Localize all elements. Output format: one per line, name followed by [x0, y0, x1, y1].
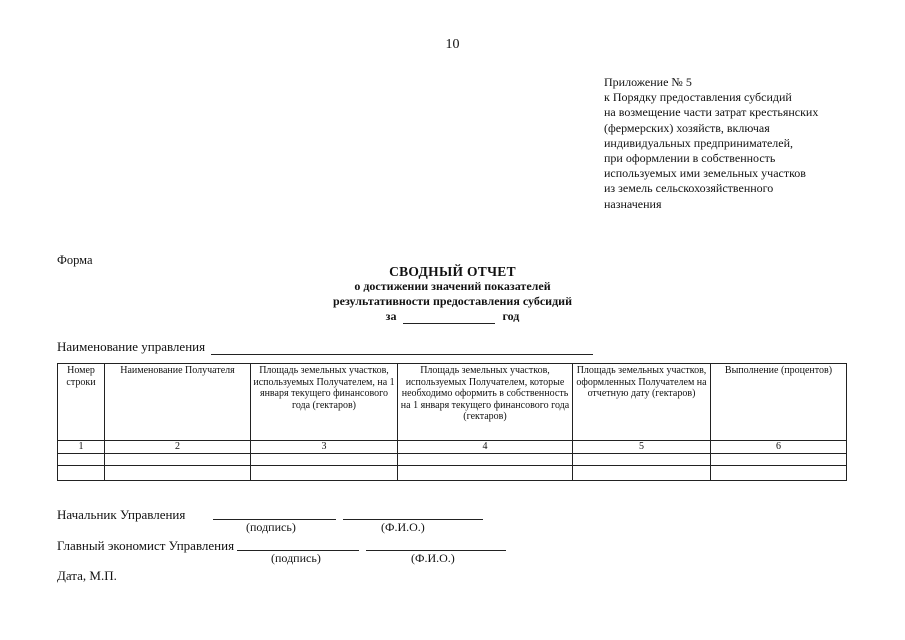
report-title	[0, 264, 905, 324]
column-number: 4	[398, 441, 573, 454]
form-label: Форма	[57, 253, 93, 267]
department-field[interactable]	[211, 342, 593, 355]
table-cell[interactable]	[105, 453, 251, 465]
period-prefix: за	[385, 309, 397, 323]
appendix-line: на возмещение части затрат крестьянских	[604, 105, 819, 120]
column-header: Площадь земельных участков, используемых Получателем, которые необходимо оформить в собственность на 1 января текущего финансового года (гектаров)	[398, 364, 573, 441]
column-number: 3	[251, 441, 398, 454]
appendix-line: (фермерских) хозяйств, включая	[604, 120, 770, 135]
table-row	[58, 453, 847, 465]
table-cell[interactable]	[251, 453, 398, 465]
head-name-caption: (Ф.И.О.)	[381, 520, 425, 534]
column-header: Номер строки	[58, 364, 105, 441]
column-header: Выполнение (процентов)	[711, 364, 847, 441]
title-period	[0, 309, 905, 324]
date-stamp-label: Дата, М.П.	[57, 568, 117, 583]
page-number: 10	[445, 37, 460, 52]
department-label: Наименование управления	[57, 339, 206, 354]
table-cell[interactable]	[398, 465, 573, 480]
title-subtitle-2: результативности предоставления субсидий	[332, 294, 572, 308]
appendix-line: Приложение № 5	[604, 75, 692, 89]
department-row	[57, 339, 593, 355]
column-number: 1	[58, 441, 105, 454]
table-cell[interactable]	[711, 465, 847, 480]
table-cell[interactable]	[573, 465, 711, 480]
appendix-line: при оформлении в собственность	[604, 151, 776, 166]
table-cell[interactable]	[398, 453, 573, 465]
table-cell[interactable]	[251, 465, 398, 480]
column-header: Площадь земельных участков, оформленных Получателем на отчетную дату (гектаров)	[573, 364, 711, 441]
title-main: СВОДНЫЙ ОТЧЕТ	[389, 264, 516, 279]
economist-title: Главный экономист Управления	[57, 538, 235, 553]
table-cell[interactable]	[58, 453, 105, 465]
head-signature-caption: (подпись)	[246, 520, 296, 534]
table-header-row	[58, 364, 847, 441]
table-cell[interactable]	[711, 453, 847, 465]
column-number: 2	[105, 441, 251, 454]
appendix-line: индивидуальных предпринимателей,	[604, 135, 793, 150]
appendix-line: используемых ими земельных участков	[604, 166, 806, 181]
table-cell[interactable]	[58, 465, 105, 480]
column-header: Наименование Получателя	[105, 364, 251, 441]
appendix-note	[604, 75, 854, 212]
table-cell[interactable]	[573, 453, 711, 465]
economist-name-caption: (Ф.И.О.)	[411, 551, 455, 565]
appendix-line: назначения	[604, 196, 662, 211]
column-number: 5	[573, 441, 711, 454]
report-table	[57, 363, 847, 481]
period-suffix: год	[502, 309, 520, 323]
title-subtitle-1: о достижении значений показателей	[354, 279, 551, 293]
period-field[interactable]	[403, 312, 495, 324]
column-number-row	[58, 441, 847, 454]
table-row	[58, 465, 847, 480]
appendix-line: из земель сельскохозяйственного	[604, 181, 774, 196]
head-title: Начальник Управления	[57, 507, 186, 522]
economist-signature-caption: (подпись)	[271, 551, 321, 565]
column-header: Площадь земельных участков, используемых Получателем, на 1 января текущего финансового года (гектаров)	[251, 364, 398, 441]
column-number: 6	[711, 441, 847, 454]
table-cell[interactable]	[105, 465, 251, 480]
appendix-line: к Порядку предоставления субсидий	[604, 90, 792, 105]
